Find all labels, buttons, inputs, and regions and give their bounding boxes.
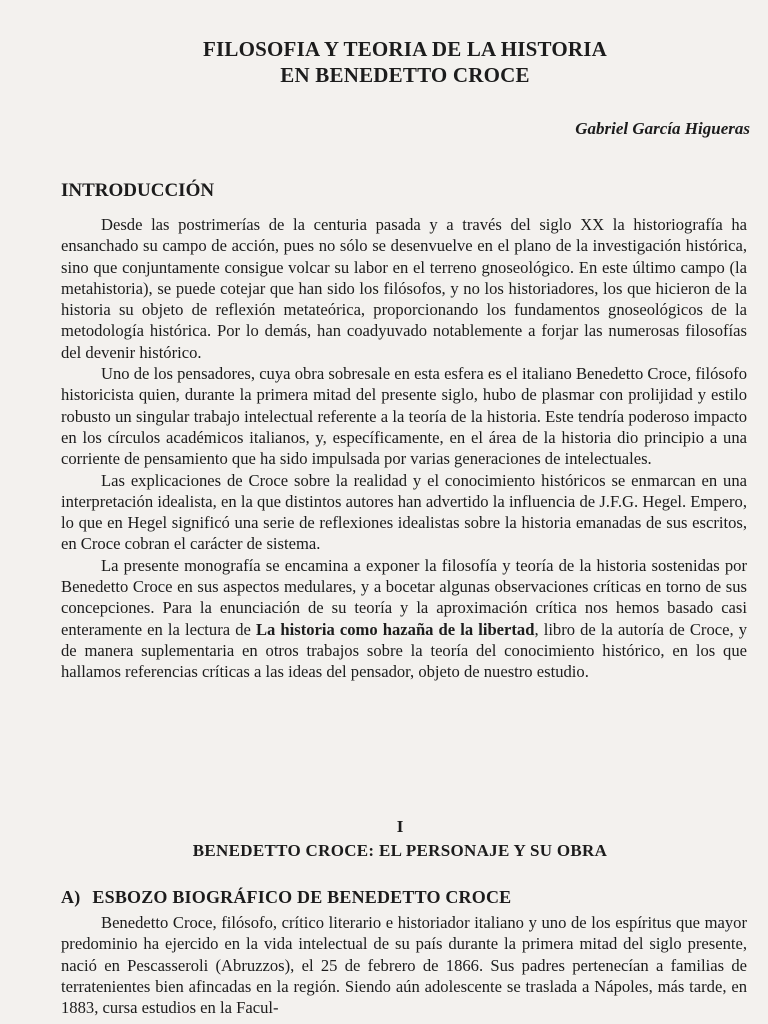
author-name: Gabriel García Higueras [575,119,750,138]
title-line-2: EN BENEDETTO CROCE [280,63,530,87]
intro-paragraph-1: Desde las postrimerías de la centuria pasada y a través del siglo XX la historiografía ha ensanchado su campo de acción, pues no sólo se desenvuelve en el plano de la investigación histórica, sino que conjuntamente consigue volcar su labor en el terreno gnoseológico. En este último campo (la metahistoria), se puede cotejar que han sido los filósofos, y no los historiadores, los que hicieron de la historia su objeto de reflexión metateórica, proporcionando los fundamentos gnoseológicos de la metodología histórica. Por lo demás, han coadyuvado notablemente a forjar las numerosas filosofías del devenir histórico. [61,215,747,362]
book-title-bold: La historia como hazaña de la libertad [255,619,535,639]
intro-p4-text-before: La presente monografía se encamina a exponer la filosofía y teoría de la historia sostenidas por Benedetto Croce en sus aspectos medulares, y a bocetar algunas observaciones críticas en torno de sus concepciones. Para la enunciación de su teoría y la aproximación crítica nos hemos basado casi enteramente en la lectura de [61,555,747,639]
section-a-title: ESBOZO BIOGRÁFICO DE BENEDETTO CROCE [92,887,512,907]
intro-paragraph-3: Las explicaciones de Croce sobre la realidad y el conocimiento históricos se enmarcan en una interpretación idealista, en la que distintos autores han advertido la influencia de J.F.G. Hegel. Empero, lo que en Hegel significó una serie de reflexiones idealistas sobre la historia emanadas de sus escritos, en Croce cobran el carácter de sistema. [61,470,747,554]
introduction-heading: INTRODUCCIÓN [61,180,215,201]
article-title [0,36,768,88]
chapter-title: BENEDETTO CROCE: EL PERSONAJE Y SU OBRA [192,841,608,860]
title-line-1: FILOSOFIA Y TEORIA DE LA HISTORIA [203,37,607,61]
introduction-body [61,214,747,683]
biography-body [61,912,747,1018]
intro-p4-text-after: , libro de la autoría de Croce, y de manera suplementaria en otros trabajos sobre la teoría del conocimiento histórico, en los que hallamos referencias críticas a las ideas del pensador, objeto de nuestro estudio. [61,619,748,682]
bio-paragraph-1: Benedetto Croce, filósofo, crítico literario e historiador italiano y uno de los espíritus que mayor predominio ha ejercido en la vida intelectual de su país durante la primera mitad del siglo presente, nació en Pescasseroli (Abruzzos), el 25 de febrero de 1866. Sus padres pertenecían a familias de terratenientes bien afincadas en la región. Siendo aún adolescente se traslada a Nápoles, más tarde, en 1883, cursa estudios en la Facul- [61,913,747,1018]
intro-paragraph-4 [61,555,747,683]
chapter-number: I [396,817,404,836]
section-a-letter: A) [61,887,81,907]
intro-paragraph-2: Uno de los pensadores, cuya obra sobresale en esta esfera es el italiano Benedetto Croce, filósofo historicista quien, durante la primera mitad del presente siglo, hubo de plasmar con prolijidad y estilo robusto un singular trabajo intelectual referente a la teoría de la historia. Este tendría poderoso impacto en los círculos académicos italianos, y, específicamente, en el área de la historia dio principio a una corriente de pensamiento que ha sido impulsada por varias generaciones de intelectuales. [61,364,747,469]
section-a-heading [61,887,511,908]
